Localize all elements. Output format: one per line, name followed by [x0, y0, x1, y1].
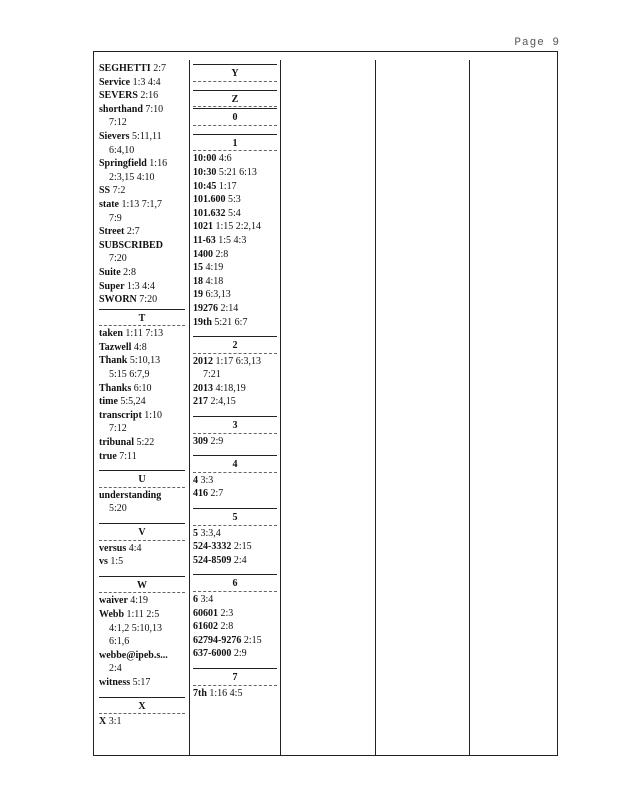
- section-header-3: 3: [193, 419, 277, 433]
- index-term: time: [99, 396, 118, 408]
- index-term: 1021: [193, 221, 213, 233]
- index-term: 61602: [193, 621, 218, 633]
- index-entry: [99, 594, 185, 608]
- index-refs: 5:22: [136, 437, 155, 449]
- index-term: Springfield: [99, 158, 147, 170]
- index-refs: 5:10,13: [129, 355, 161, 367]
- index-entry: [99, 266, 185, 280]
- index-entry: [193, 302, 277, 316]
- index-entry: [193, 382, 277, 396]
- index-entry: [99, 103, 185, 130]
- index-term: true: [99, 450, 117, 462]
- index-refs: 3:4: [200, 594, 214, 605]
- index-entry: [99, 62, 185, 76]
- section-header-1: 1: [193, 137, 277, 151]
- index-entry: [99, 555, 185, 569]
- index-refs: 7:10: [145, 103, 164, 115]
- index-refs: 7:20: [109, 253, 127, 265]
- index-refs: 1:5: [110, 556, 124, 568]
- index-entry: [99, 239, 185, 266]
- index-entry: [99, 608, 185, 649]
- index-entry: [193, 395, 277, 409]
- section-header-v: V: [99, 526, 185, 540]
- index-term: 7th: [193, 687, 207, 699]
- column-divider: [375, 60, 376, 755]
- index-refs: 1:16: [149, 158, 168, 170]
- index-entry: [193, 634, 277, 648]
- index-refs: 5:3: [228, 194, 241, 206]
- index-refs: 2:15: [243, 634, 262, 646]
- index-refs: 4:4: [128, 542, 142, 554]
- index-entry: [99, 184, 185, 198]
- index-refs: 4:18: [205, 275, 224, 287]
- index-entry: [99, 382, 185, 396]
- index-refs: 7:12: [109, 423, 127, 435]
- index-entry: [193, 620, 277, 634]
- index-entry: [193, 288, 277, 302]
- index-entry: [193, 540, 277, 554]
- section-header-0: 0: [193, 111, 277, 125]
- index-term: 217: [193, 396, 208, 408]
- index-refs: 2:7: [153, 63, 166, 74]
- index-column-1: [99, 62, 185, 729]
- index-entry: [193, 355, 277, 382]
- index-refs: 2:9: [233, 648, 247, 660]
- index-refs: 7:21: [203, 369, 221, 381]
- index-refs: 5:17: [132, 676, 151, 688]
- index-entry: [99, 395, 185, 409]
- index-refs: 1:17: [218, 180, 237, 192]
- index-entry: [99, 715, 185, 729]
- index-refs: 6:3,13: [205, 289, 231, 301]
- index-entry: [193, 261, 277, 275]
- index-refs: 4:6: [218, 153, 232, 165]
- index-term: waiver: [99, 595, 128, 607]
- index-refs: 4:8: [133, 341, 147, 353]
- section-header-6: 6: [193, 577, 277, 591]
- index-refs: 2:15: [233, 541, 252, 553]
- index-refs: 1:16 4:5: [209, 687, 243, 699]
- index-refs: 7:20: [139, 294, 158, 306]
- index-entry: [193, 593, 277, 607]
- index-term: 4: [193, 474, 198, 486]
- index-entry: [99, 293, 185, 307]
- index-term: 416: [193, 488, 208, 500]
- index-term: 19th: [193, 316, 212, 328]
- index-term: 10:00: [193, 153, 217, 165]
- index-term: 2012: [193, 355, 213, 367]
- index-term: SS: [99, 185, 111, 197]
- index-entry: [99, 354, 185, 381]
- index-entry: [99, 436, 185, 450]
- index-term: SUBSCRIBED: [99, 239, 163, 251]
- index-entry: [193, 554, 277, 568]
- index-entry: [193, 207, 277, 221]
- index-term: 19276: [193, 302, 218, 314]
- index-term: 6: [193, 594, 198, 605]
- section-header-t: T: [99, 312, 185, 326]
- index-refs: 7:2: [112, 185, 126, 197]
- index-refs: 3:3,4: [200, 527, 221, 539]
- index-column-2: [193, 62, 277, 700]
- index-term: 101.632: [193, 207, 226, 219]
- index-term: 18: [193, 275, 203, 287]
- index-refs: 7:12: [109, 117, 127, 129]
- index-term: 15: [193, 262, 203, 274]
- index-entry: [193, 687, 277, 701]
- index-table: [93, 51, 558, 756]
- index-entry: [99, 676, 185, 690]
- index-refs: 1:3 4:4: [126, 280, 155, 292]
- index-term: tribunal: [99, 437, 135, 449]
- index-refs: 1:13 7:1,7: [121, 198, 163, 210]
- index-entry: [99, 542, 185, 556]
- index-term: 309: [193, 435, 208, 447]
- index-refs: 2:4,15: [210, 396, 236, 408]
- index-entry: [99, 649, 185, 676]
- index-refs: 6:4,10: [109, 144, 135, 156]
- index-term: Thanks: [99, 382, 132, 394]
- index-refs: 4:19: [130, 595, 148, 607]
- index-term: Suite: [99, 266, 121, 278]
- index-entry: [193, 220, 277, 234]
- index-term: witness: [99, 676, 131, 688]
- index-term: versus: [99, 542, 127, 554]
- section-header-y: Y: [193, 67, 277, 81]
- column-divider: [189, 60, 190, 755]
- index-refs: 5:21 6:13: [218, 166, 257, 178]
- index-entry: [99, 409, 185, 436]
- index-term: SEGHETTI: [99, 63, 151, 74]
- index-refs: 1:5 4:3: [218, 234, 247, 246]
- index-term: Sievers: [99, 130, 130, 142]
- index-refs: 1:15 2:2,14: [215, 221, 262, 233]
- index-refs: 2:8: [215, 248, 229, 260]
- index-entry: [193, 248, 277, 262]
- index-term: Thank: [99, 355, 128, 367]
- index-term: Super: [99, 280, 125, 292]
- index-term: state: [99, 198, 119, 210]
- index-refs: 1:11 2:5: [126, 608, 160, 620]
- index-entry: [193, 193, 277, 207]
- index-refs: 2:9: [210, 435, 224, 447]
- index-entry: [193, 435, 277, 449]
- index-term: 637-6000: [193, 648, 232, 660]
- section-header-w: W: [99, 579, 185, 593]
- index-refs: 1:17 6:3,13: [215, 355, 262, 367]
- index-refs: 2:4: [233, 554, 247, 566]
- index-term: Service: [99, 76, 131, 88]
- index-term: Street: [99, 226, 125, 238]
- column-divider: [469, 60, 470, 755]
- index-entry: [99, 198, 185, 225]
- column-divider: [280, 60, 281, 755]
- index-term: shorthand: [99, 103, 143, 115]
- page-number: Page 9: [514, 37, 560, 49]
- index-refs: 2:4: [109, 663, 122, 675]
- index-refs: 2:3: [220, 607, 234, 619]
- index-entry: [193, 152, 277, 166]
- index-refs: 6:10: [133, 382, 152, 394]
- index-term: webbe@ipeb.s...: [99, 649, 168, 661]
- index-term: Webb: [99, 608, 125, 620]
- index-refs: 4:19: [205, 262, 224, 274]
- index-term: 524-3332: [193, 541, 232, 553]
- index-term: 60601: [193, 607, 218, 619]
- index-refs: 3:1: [108, 716, 122, 728]
- index-entry: [193, 487, 277, 501]
- index-term: 10:30: [193, 166, 217, 178]
- index-entry: [193, 166, 277, 180]
- index-entry: [99, 489, 185, 516]
- index-entry: [193, 180, 277, 194]
- index-refs: 2:3,15 4:10: [109, 171, 155, 183]
- index-refs: 2:8: [220, 621, 234, 633]
- index-refs: 7:11: [119, 450, 137, 462]
- index-term: 11-63: [193, 234, 216, 246]
- section-header-4: 4: [193, 458, 277, 472]
- index-refs: 6:1,6: [109, 636, 130, 648]
- index-refs: 2:7: [126, 226, 140, 238]
- index-term: 62794-9276: [193, 634, 242, 646]
- index-refs: 1:10: [144, 409, 163, 421]
- section-header-2: 2: [193, 339, 277, 353]
- index-term: 101.600: [193, 194, 226, 206]
- index-refs: 5:4: [228, 207, 241, 219]
- index-entry: [193, 607, 277, 621]
- index-term: taken: [99, 328, 123, 340]
- section-header-7: 7: [193, 671, 277, 685]
- index-refs: 1:11 7:13: [125, 328, 164, 340]
- index-refs: 2:7: [210, 488, 224, 500]
- index-term: Tazwell: [99, 341, 132, 353]
- index-entry: [193, 275, 277, 289]
- index-term: SEVERS: [99, 90, 138, 102]
- index-entry: [193, 647, 277, 661]
- index-term: X: [99, 716, 107, 728]
- index-refs: 2:14: [220, 302, 239, 314]
- section-header-u: U: [99, 473, 185, 487]
- index-entry: [99, 280, 185, 294]
- index-refs: 7:9: [109, 212, 122, 224]
- index-entry: [193, 527, 277, 541]
- index-entry: [99, 341, 185, 355]
- section-header-x: X: [99, 700, 185, 714]
- index-refs: 3:3: [200, 474, 214, 486]
- index-refs: 4:18,19: [215, 382, 246, 394]
- index-refs: 2:16: [140, 90, 159, 102]
- index-entry: [99, 76, 185, 90]
- index-refs: 5:21 6:7: [214, 316, 248, 328]
- index-term: 524-8509: [193, 554, 232, 566]
- index-entry: [99, 157, 185, 184]
- index-entry: [193, 474, 277, 488]
- index-refs: 5:11,11: [132, 130, 162, 142]
- index-refs: 1:3 4:4: [132, 76, 161, 88]
- index-refs: 4:1,2 5:10,13: [109, 622, 163, 634]
- index-entry: [99, 89, 185, 103]
- index-refs: 5:5,24: [120, 396, 146, 408]
- index-term: SWORN: [99, 294, 137, 306]
- index-term: 10:45: [193, 180, 217, 192]
- index-term: transcript: [99, 409, 142, 421]
- index-term: 5: [193, 527, 198, 539]
- index-entry: [193, 234, 277, 248]
- index-refs: 5:15 6:7,9: [109, 369, 150, 381]
- section-header-5: 5: [193, 511, 277, 525]
- section-header-z: Z: [193, 93, 277, 107]
- index-refs: 2:8: [123, 266, 136, 278]
- index-term: vs: [99, 556, 108, 568]
- index-term: 19: [193, 289, 203, 301]
- index-entry: [99, 225, 185, 239]
- index-entry: [99, 327, 185, 341]
- index-entry: [99, 130, 185, 157]
- index-entry: [99, 450, 185, 464]
- index-term: 1400: [193, 248, 213, 260]
- index-term: understanding: [99, 489, 162, 501]
- index-refs: 5:20: [109, 503, 127, 515]
- index-entry: [193, 316, 277, 330]
- index-term: 2013: [193, 382, 213, 394]
